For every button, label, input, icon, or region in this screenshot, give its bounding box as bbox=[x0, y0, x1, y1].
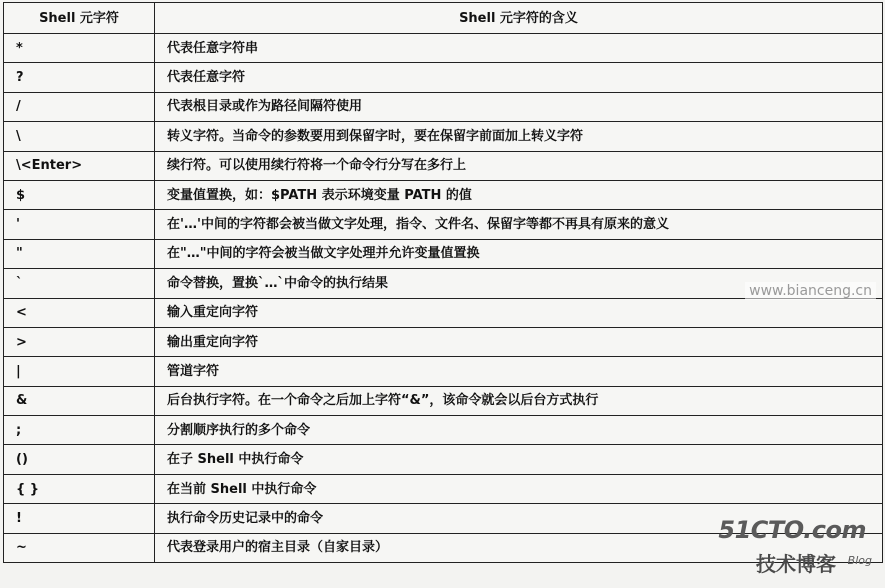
table-row bbox=[4, 122, 883, 151]
metacharacter-cell: ~ bbox=[4, 533, 155, 562]
header-symbol: Shell 元字符 bbox=[4, 3, 155, 34]
metacharacter-cell: $ bbox=[4, 180, 155, 209]
table-row bbox=[4, 92, 883, 121]
meaning-cell: 在子 Shell 中执行命令 bbox=[155, 445, 883, 474]
document-page bbox=[3, 2, 882, 586]
meaning-cell: 分割顺序执行的多个命令 bbox=[155, 416, 883, 445]
logo-blog-text: Blog bbox=[847, 554, 872, 567]
table-row bbox=[4, 63, 883, 92]
logo-main-text: 51CTO.com bbox=[718, 516, 866, 544]
meaning-cell: 在当前 Shell 中执行命令 bbox=[155, 474, 883, 503]
metacharacter-cell: * bbox=[4, 34, 155, 63]
metacharacter-cell: ; bbox=[4, 416, 155, 445]
metacharacter-cell: ' bbox=[4, 210, 155, 239]
header-meaning: Shell 元字符的含义 bbox=[155, 3, 883, 34]
meaning-cell: 代表任意字符 bbox=[155, 63, 883, 92]
meaning-cell: 输入重定向字符 bbox=[155, 298, 883, 327]
meaning-cell: 变量值置换，如：$PATH 表示环境变量 PATH 的值 bbox=[155, 180, 883, 209]
metacharacter-cell: / bbox=[4, 92, 155, 121]
table-row bbox=[4, 34, 883, 63]
table-row bbox=[4, 239, 883, 268]
table-row bbox=[4, 151, 883, 180]
meaning-cell: 转义字符。当命令的参数要用到保留字时，要在保留字前面加上转义字符 bbox=[155, 122, 883, 151]
meaning-cell: 命令替换，置换`…`中命令的执行结果 bbox=[155, 269, 883, 298]
meaning-cell: 代表根目录或作为路径间隔符使用 bbox=[155, 92, 883, 121]
table-row bbox=[4, 445, 883, 474]
table-row bbox=[4, 474, 883, 503]
metacharacter-cell: < bbox=[4, 298, 155, 327]
site-logo bbox=[718, 516, 872, 582]
table-header-row bbox=[4, 3, 883, 34]
meaning-cell: 执行命令历史记录中的命令 bbox=[155, 504, 883, 533]
metacharacter-cell: \<Enter> bbox=[4, 151, 155, 180]
meaning-cell: 代表任意字符串 bbox=[155, 34, 883, 63]
table-row bbox=[4, 327, 883, 356]
metacharacter-cell: > bbox=[4, 327, 155, 356]
metacharacter-cell: ? bbox=[4, 63, 155, 92]
metacharacter-cell: " bbox=[4, 239, 155, 268]
meaning-cell: 管道字符 bbox=[155, 357, 883, 386]
table-row bbox=[4, 386, 883, 415]
meaning-cell: 后台执行字符。在一个命令之后加上字符“&”，该命令就会以后台方式执行 bbox=[155, 386, 883, 415]
meaning-cell: 输出重定向字符 bbox=[155, 327, 883, 356]
meaning-cell: 在'…'中间的字符都会被当做文字处理，指令、文件名、保留字等都不再具有原来的意义 bbox=[155, 210, 883, 239]
metacharacter-cell: \ bbox=[4, 122, 155, 151]
metacharacter-cell: ! bbox=[4, 504, 155, 533]
table-row bbox=[4, 180, 883, 209]
table-row bbox=[4, 298, 883, 327]
metacharacter-cell: ` bbox=[4, 269, 155, 298]
meaning-cell: 代表登录用户的宿主目录（自家目录） bbox=[155, 533, 883, 562]
metacharacter-cell: | bbox=[4, 357, 155, 386]
table-row bbox=[4, 210, 883, 239]
logo-sub-text: 技术博客 bbox=[756, 552, 836, 576]
table-row bbox=[4, 357, 883, 386]
metacharacter-cell: & bbox=[4, 386, 155, 415]
metacharacter-cell: { } bbox=[4, 474, 155, 503]
meaning-cell: 续行符。可以使用续行符将一个命令行分写在多行上 bbox=[155, 151, 883, 180]
meaning-cell: 在"…"中间的字符会被当做文字处理并允许变量值置换 bbox=[155, 239, 883, 268]
watermark-url: www.bianceng.cn bbox=[745, 282, 876, 300]
table-row bbox=[4, 416, 883, 445]
metacharacter-cell: () bbox=[4, 445, 155, 474]
